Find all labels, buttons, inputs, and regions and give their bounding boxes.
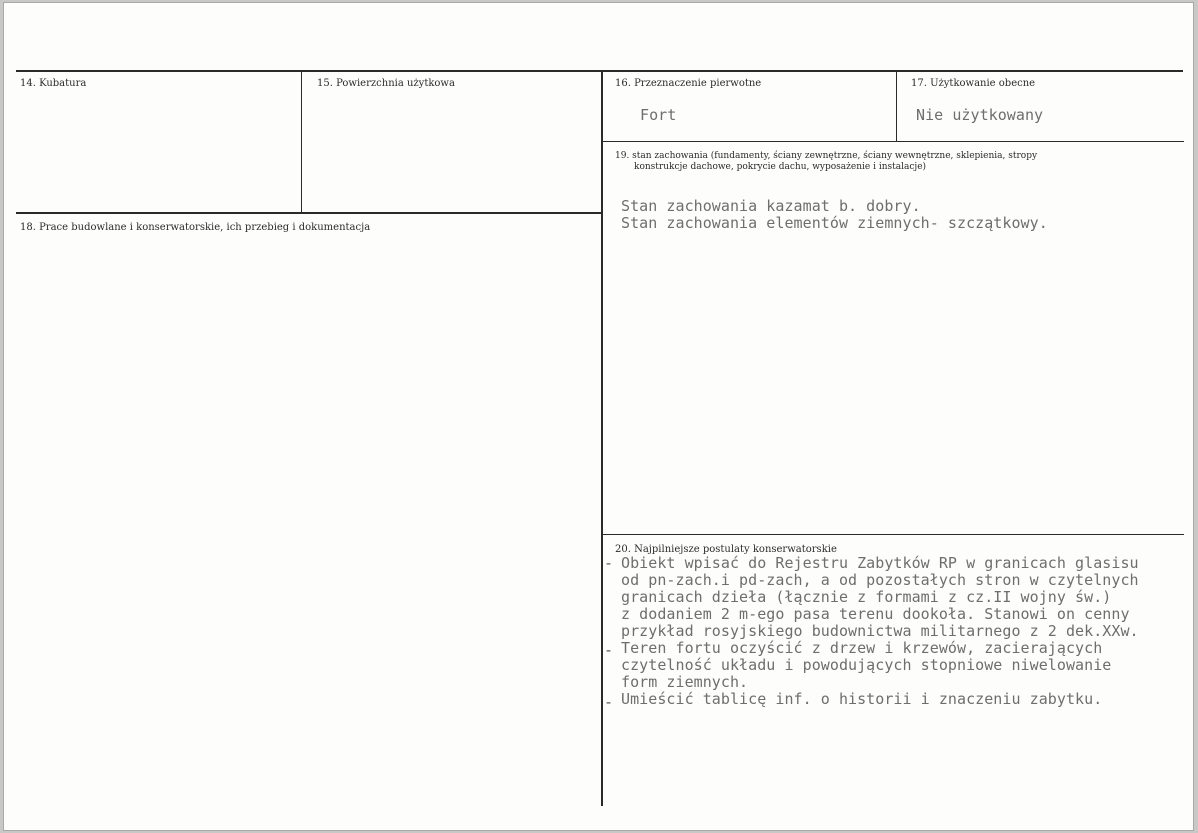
field-16-value: Fort [640,106,677,124]
field-14-label: 14. Kubatura [20,78,87,89]
field-20-line: Umieścić tablicę inf. o historii i znaczeniu zabytku. [621,690,1103,708]
divider-16-17 [896,72,897,142]
field-20-line: od pn-zach.i pd-zach, a od pozostałych stron w czytelnych [621,571,1139,589]
bullet-dash: - [604,554,614,572]
bullet-dash: - [604,693,614,711]
field-20-line: Teren fortu oczyścić z drzew i krzewów, zacierających [621,639,1103,657]
field-20-line: Obiekt wpisać do Rejestru Zabytków RP w granicach glasisu [621,554,1139,572]
field-20-line: granicach dzieła (łącznie z formami z cz.II wojny św.) [621,588,1112,606]
field-15-label: 15. Powierzchnia użytkowa [317,78,455,89]
field-19-label-line2: konstrukcje dachowe, pokrycie dachu, wyposażenie i instalacje) [634,162,927,172]
rule-right-20 [603,534,1184,535]
divider-14-15 [301,72,302,213]
field-20-line: czytelność układu i powodujących stopniowe niwelowanie [621,656,1112,674]
field-19-line: Stan zachowania elementów ziemnych- szczątkowy. [621,214,1048,232]
field-17-value: Nie użytkowany [916,106,1044,124]
bullet-dash: - [604,641,614,659]
field-20-line: przykład rosyjskiego budownictwa militarnego z 2 dek.XXw. [621,622,1139,640]
field-20-line: form ziemnych. [621,673,749,691]
field-20-label: 20. Najpilniejsze postulaty konserwatorskie [615,544,837,555]
rule-left-18 [16,212,601,214]
top-rule [16,70,1183,72]
field-18-label: 18. Prace budowlane i konserwatorskie, ich przebieg i dokumentacja [20,222,371,233]
field-17-label: 17. Użytkowanie obecne [911,78,1036,89]
field-19-line: Stan zachowania kazamat b. dobry. [621,197,921,215]
field-19-label-line1: 19. stan zachowania (fundamenty, ściany zewnętrzne, ściany wewnętrzne, sklepienia, stropy [615,151,1038,161]
field-16-label: 16. Przeznaczenie pierwotne [615,78,762,89]
rule-right-19 [603,141,1184,142]
divider-left-right [601,72,603,806]
field-20-line: z dodaniem 2 m-ego pasa terenu dookoła. Stanowi on cenny [621,605,1130,623]
